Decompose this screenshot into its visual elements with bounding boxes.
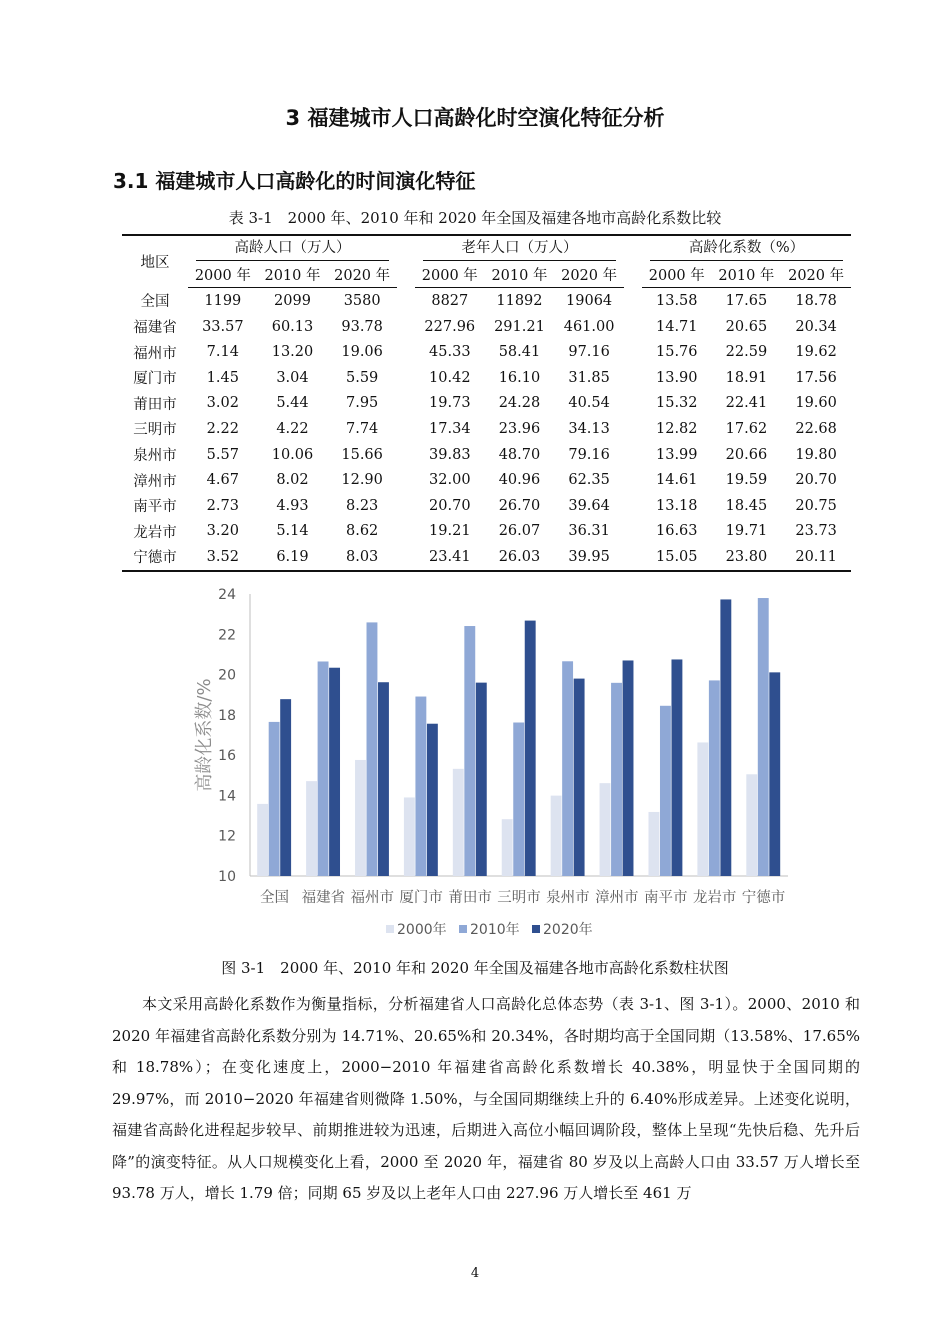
- legend-swatch: [386, 925, 394, 933]
- y-tick-label: 18: [218, 707, 236, 724]
- body-paragraph: 本文采用高龄化系数作为衡量指标，分析福建省人口高龄化总体态势（表 3-1、图 3-1）。2000、2010 和 2020 年福建省高龄化系数分别为 14.71%、20.65%和 20.34%，各时期均高于全国同期（13.58%、17.65%和 18.78%）；在变化速度上，2000−2010 年福建省高龄化系数增长 40.38%，明显快于全国同期的 29.97%，而 2010−2020 年福建省则微降 1.50%，与全国同期继续上升的 6.40%形成差异。上述变化说明，福建省高龄化进程起步较早、前期推进较为迅速，后期进入高位小幅回调阶段，整体上呈现“先快后稳、先升后降”的演变特征。从人口规模变化上看，2000 至 2020 年，福建省 80 岁及以上高龄人口由 33.57 万人增长至 93.78 万人，增长 1.79 倍；同期 65 岁及以上老年人口由 227.96 万人增长至 461 万: [112, 995, 860, 1202]
- figure-caption: 图 3-1 2000 年、2010 年和 2020 年全国及福建各地市高龄化系数柱状图: [221, 959, 729, 977]
- table-row: [122, 467, 851, 493]
- x-category-label: 漳州市: [595, 890, 639, 906]
- value-cell: 22.59: [725, 344, 768, 361]
- table-body: [122, 288, 851, 571]
- value-cell: 14.61: [656, 472, 698, 489]
- bar-2000年-漳州市: [600, 783, 611, 876]
- value-cell: 18.78: [795, 292, 837, 309]
- value-cell: 15.32: [656, 395, 698, 412]
- value-cell: 15.76: [656, 344, 698, 361]
- bar-2010年-漳州市: [611, 683, 622, 876]
- bar-2020年-漳州市: [623, 660, 634, 876]
- subsection-title: 3.1 福建城市人口高龄化的时间演化特征: [113, 169, 476, 193]
- bar-2020年-宁德市: [769, 672, 780, 876]
- bar-2010年-福建省: [318, 661, 329, 876]
- value-cell: 17.62: [725, 420, 768, 437]
- table-caption: 表 3-1 2000 年、2010 年和 2020 年全国及福建各地市高龄化系数比较: [228, 209, 722, 227]
- value-cell: 32.00: [429, 472, 471, 489]
- x-category-label: 三明市: [497, 890, 541, 906]
- region-cell: 福建省: [133, 320, 177, 337]
- value-cell: 3.52: [188, 544, 258, 571]
- y-tick-label: 14: [218, 788, 236, 805]
- value-cell: 5.59: [345, 369, 379, 386]
- value-cell: 20.70: [795, 472, 837, 489]
- x-category-label: 龙岩市: [692, 890, 737, 906]
- table-row: [122, 391, 851, 417]
- x-category-label: 福建省: [301, 890, 346, 906]
- table-row: [122, 314, 851, 340]
- bar-2020年-福州市: [378, 682, 389, 876]
- legend-label: 2010年: [470, 922, 520, 938]
- bar-2000年-福州市: [355, 760, 366, 876]
- value-cell: 19.06: [341, 344, 383, 361]
- value-cell: 19.80: [795, 446, 837, 463]
- year-header: 2020 年: [554, 262, 624, 288]
- bar-2000年-龙岩市: [697, 742, 708, 876]
- value-cell: 3580: [343, 292, 381, 309]
- value-cell: 12.90: [341, 472, 383, 489]
- x-category-label: 南平市: [643, 890, 688, 906]
- value-cell: 5.44: [276, 395, 309, 412]
- value-cell: 2099: [274, 292, 311, 309]
- value-cell: 23.80: [712, 544, 782, 571]
- bar-2010年-厦门市: [415, 697, 426, 876]
- value-cell: 20.70: [429, 497, 471, 514]
- bar-2010年-龙岩市: [709, 680, 720, 876]
- value-cell: 60.13: [271, 318, 314, 335]
- value-cell: 15.05: [642, 544, 712, 571]
- chart-bars: [257, 598, 780, 876]
- value-cell: 16.63: [656, 523, 698, 540]
- value-cell: 8.03: [327, 544, 397, 571]
- table-row: [122, 288, 851, 314]
- value-cell: 48.70: [498, 446, 541, 463]
- bar-2020年-福建省: [329, 668, 340, 876]
- y-tick-label: 12: [218, 828, 236, 845]
- bar-2000年-福建省: [306, 781, 317, 876]
- y-tick-label: 10: [218, 869, 236, 885]
- value-cell: 22.41: [725, 395, 768, 412]
- table-row: [122, 365, 851, 391]
- region-header: 地区: [122, 235, 188, 288]
- bar-2010年-三明市: [513, 723, 524, 876]
- value-cell: 20.11: [781, 544, 851, 571]
- value-cell: 31.85: [568, 369, 610, 386]
- value-cell: 13.99: [656, 446, 698, 463]
- group-header-coefficient: 高龄化系数（%）: [642, 235, 851, 262]
- bar-2000年-厦门市: [404, 797, 415, 876]
- table-row: [122, 544, 851, 571]
- value-cell: 3.02: [206, 395, 239, 412]
- value-cell: 2.22: [206, 420, 239, 437]
- value-cell: 15.66: [341, 446, 383, 463]
- value-cell: 12.82: [656, 420, 698, 437]
- value-cell: 62.35: [568, 472, 610, 489]
- value-cell: 19.60: [795, 395, 837, 412]
- legend-label: 2000年: [397, 922, 447, 938]
- value-cell: 20.66: [725, 446, 768, 463]
- region-cell: 三明市: [133, 422, 177, 439]
- value-cell: 19.62: [795, 344, 837, 361]
- value-cell: 227.96: [424, 318, 476, 335]
- value-cell: 22.68: [795, 420, 837, 437]
- bar-2000年-莆田市: [453, 769, 464, 876]
- bar-2020年-莆田市: [476, 683, 487, 876]
- y-tick-label: 20: [218, 667, 236, 684]
- value-cell: 14.71: [656, 318, 698, 335]
- value-cell: 8.02: [276, 472, 309, 489]
- year-header: 2000 年: [188, 262, 258, 288]
- bar-2020年-厦门市: [427, 724, 438, 876]
- bar-2000年-全国: [257, 804, 268, 876]
- value-cell: 7.74: [345, 420, 379, 437]
- year-header: 2000 年: [415, 262, 485, 288]
- group-header-oldest-old: 高龄人口（万人）: [188, 235, 397, 262]
- bar-2020年-龙岩市: [720, 599, 731, 876]
- x-category-label: 莆田市: [448, 890, 492, 906]
- bar-2020年-泉州市: [574, 679, 585, 876]
- value-cell: 1.45: [206, 369, 239, 386]
- value-cell: 291.21: [494, 318, 545, 335]
- legend-swatch: [459, 925, 467, 933]
- value-cell: 19.73: [429, 395, 471, 412]
- value-cell: 17.56: [795, 369, 837, 386]
- year-header: 2010 年: [258, 262, 328, 288]
- table-row: [122, 339, 851, 365]
- value-cell: 39.64: [568, 497, 610, 514]
- table-row: [122, 519, 851, 545]
- bar-2020年-南平市: [671, 659, 682, 876]
- value-cell: 16.10: [498, 369, 541, 386]
- bar-2010年-南平市: [660, 706, 671, 876]
- x-category-label: 厦门市: [399, 890, 443, 906]
- year-header: 2020 年: [327, 262, 397, 288]
- year-header: 2020 年: [781, 262, 851, 288]
- section-title: 3 福建城市人口高龄化时空演化特征分析: [285, 106, 665, 130]
- bar-2010年-宁德市: [758, 598, 769, 876]
- value-cell: 7.14: [206, 344, 239, 361]
- value-cell: 8827: [431, 292, 469, 309]
- value-cell: 17.34: [429, 420, 471, 437]
- value-cell: 3.04: [276, 369, 309, 386]
- year-header: 2010 年: [712, 262, 782, 288]
- data-table: [122, 234, 851, 572]
- value-cell: 10.06: [271, 446, 314, 463]
- value-cell: 36.31: [568, 523, 610, 540]
- value-cell: 23.96: [498, 420, 541, 437]
- legend-label: 2020年: [543, 922, 593, 938]
- y-tick-label: 24: [218, 587, 236, 603]
- value-cell: 4.93: [276, 497, 309, 514]
- value-cell: 17.65: [725, 292, 768, 309]
- value-cell: 18.45: [725, 497, 768, 514]
- y-tick-label: 16: [218, 748, 236, 765]
- value-cell: 26.07: [498, 523, 541, 540]
- bar-2010年-莆田市: [464, 626, 475, 876]
- legend-swatch: [532, 925, 540, 933]
- value-cell: 39.83: [429, 446, 471, 463]
- value-cell: 18.91: [725, 369, 768, 386]
- value-cell: 58.41: [498, 344, 541, 361]
- value-cell: 7.95: [345, 395, 379, 412]
- region-cell: 泉州市: [133, 448, 177, 465]
- chart-legend: [386, 921, 593, 938]
- bar-2010年-泉州市: [562, 661, 573, 876]
- value-cell: 19064: [566, 292, 613, 309]
- y-tick-label: 22: [218, 627, 236, 644]
- value-cell: 5.14: [276, 523, 309, 540]
- value-cell: 24.28: [498, 395, 541, 412]
- year-header: 2000 年: [642, 262, 712, 288]
- value-cell: 23.41: [415, 544, 485, 571]
- value-cell: 6.19: [258, 544, 328, 571]
- region-cell: 厦门市: [133, 371, 177, 388]
- value-cell: 8.23: [345, 497, 379, 514]
- bar-2010年-全国: [269, 722, 280, 876]
- value-cell: 23.73: [795, 523, 837, 540]
- region-cell: 全国: [140, 294, 170, 311]
- x-category-label: 宁德市: [741, 890, 786, 906]
- bar-2000年-三明市: [502, 819, 513, 876]
- value-cell: 79.16: [568, 446, 610, 463]
- value-cell: 4.22: [276, 420, 309, 437]
- value-cell: 20.75: [795, 497, 837, 514]
- value-cell: 13.20: [271, 344, 314, 361]
- page-number: 4: [470, 1266, 480, 1281]
- table-row: [122, 416, 851, 442]
- value-cell: 1199: [204, 292, 242, 309]
- value-cell: 2.73: [206, 497, 239, 514]
- value-cell: 97.16: [568, 344, 610, 361]
- year-header: 2010 年: [485, 262, 555, 288]
- value-cell: 19.21: [429, 523, 471, 540]
- value-cell: 45.33: [429, 344, 471, 361]
- table-row: [122, 442, 851, 468]
- value-cell: 13.18: [656, 497, 698, 514]
- value-cell: 20.34: [795, 318, 837, 335]
- value-cell: 40.54: [568, 395, 610, 412]
- value-cell: 5.57: [206, 446, 239, 463]
- value-cell: 461.00: [563, 318, 615, 335]
- value-cell: 40.96: [498, 472, 541, 489]
- value-cell: 10.42: [429, 369, 471, 386]
- value-cell: 13.58: [656, 292, 698, 309]
- table-header-row: [122, 235, 851, 262]
- region-cell: 龙岩市: [133, 524, 177, 541]
- value-cell: 19.59: [725, 472, 768, 489]
- x-category-label: 福州市: [350, 890, 395, 906]
- region-cell: 宁德市: [122, 544, 188, 571]
- bar-2000年-南平市: [648, 812, 659, 876]
- x-category-label: 全国: [259, 890, 289, 906]
- table-row: [122, 493, 851, 519]
- elderly-coefficient-bar-chart: [180, 580, 800, 950]
- bar-2000年-泉州市: [551, 796, 562, 876]
- bar-2000年-宁德市: [746, 774, 757, 876]
- region-cell: 南平市: [133, 499, 177, 516]
- y-axis-title: 高龄化系数/%: [194, 678, 215, 792]
- region-cell: 漳州市: [133, 473, 177, 490]
- value-cell: 34.13: [568, 420, 610, 437]
- bar-2010年-福州市: [367, 622, 378, 876]
- value-cell: 8.62: [345, 523, 379, 540]
- value-cell: 19.71: [725, 523, 768, 540]
- bar-2020年-三明市: [525, 621, 536, 876]
- value-cell: 39.95: [554, 544, 624, 571]
- value-cell: 4.67: [206, 472, 239, 489]
- value-cell: 20.65: [725, 318, 768, 335]
- table-year-row: [122, 262, 851, 288]
- value-cell: 3.20: [206, 523, 239, 540]
- value-cell: 13.90: [656, 369, 698, 386]
- value-cell: 26.70: [498, 497, 541, 514]
- region-cell: 莆田市: [133, 396, 177, 413]
- value-cell: 26.03: [485, 544, 555, 571]
- value-cell: 33.57: [202, 318, 244, 335]
- value-cell: 11892: [496, 292, 543, 309]
- value-cell: 93.78: [341, 318, 383, 335]
- x-category-label: 泉州市: [546, 890, 590, 906]
- group-header-elderly: 老年人口（万人）: [415, 235, 624, 262]
- region-cell: 福州市: [133, 345, 177, 362]
- bar-2020年-全国: [280, 699, 291, 876]
